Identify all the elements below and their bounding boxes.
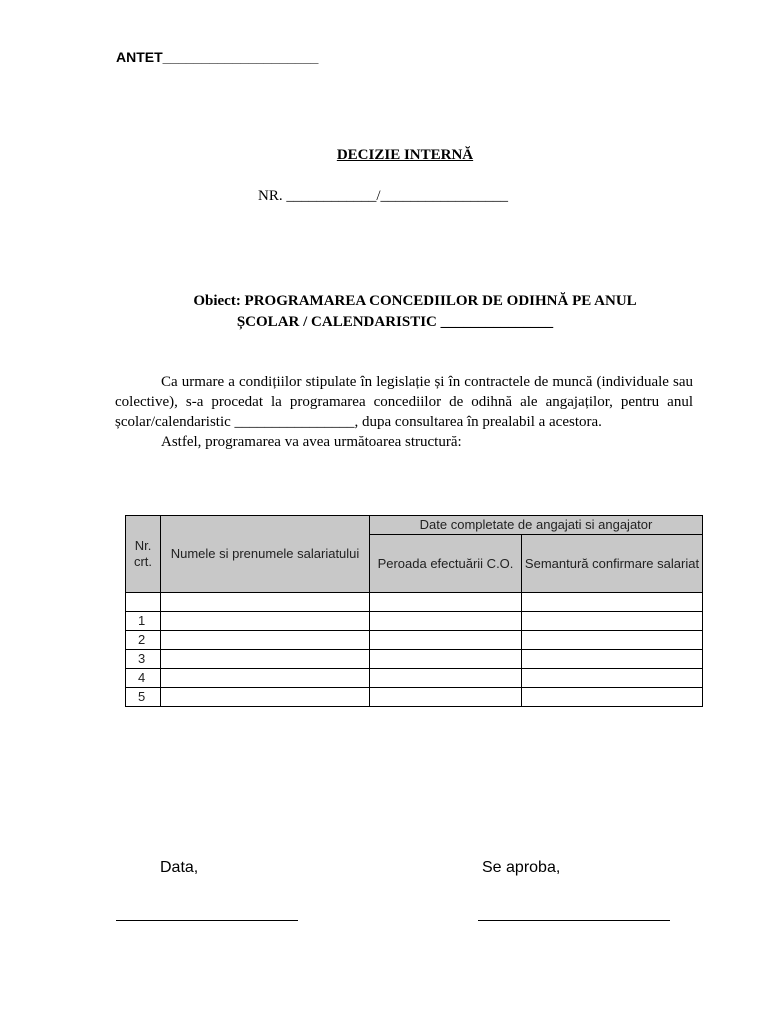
cell-name[interactable]: [161, 650, 370, 669]
date-signature-line: [116, 920, 298, 921]
number-field: NR. ____________/_________________: [258, 188, 509, 204]
cell-nr: 5: [126, 688, 161, 707]
body-paragraph-1: Ca urmare a condițiilor stipulate în legislație și în contractele de muncă (individuale sau colective), s-a procedat la programarea concediilor de odihnă ale angajaților, pentru anul școlar/calendaristic ________________, dupa consultarea în prealabil a acestora.: [115, 374, 693, 430]
approval-signature-line: [478, 920, 670, 921]
header-name: Numele si prenumele salariatului: [161, 516, 370, 593]
body-paragraph-2: Astfel, programarea va avea următoarea structură:: [161, 434, 462, 450]
cell-signature[interactable]: [522, 631, 703, 650]
cell-nr: 2: [126, 631, 161, 650]
date-label: Data,: [160, 859, 199, 876]
table-row: [126, 631, 703, 650]
cell-nr: 3: [126, 650, 161, 669]
subject-line-1: Obiect: PROGRAMAREA CONCEDIILOR DE ODIHNĂ PE ANUL: [193, 293, 637, 309]
table-row: [126, 688, 703, 707]
table-header-row: [126, 516, 703, 535]
cell-signature[interactable]: [522, 669, 703, 688]
table-row: [126, 612, 703, 631]
cell-period[interactable]: [370, 631, 522, 650]
cell-period[interactable]: [370, 650, 522, 669]
table-row: [126, 669, 703, 688]
header-period: Peroada efectuării C.O.: [370, 535, 522, 593]
cell-name[interactable]: [161, 688, 370, 707]
header-nr-crt: Nr. crt.: [126, 516, 161, 593]
cell-signature[interactable]: [522, 612, 703, 631]
cell-period[interactable]: [370, 593, 522, 612]
header-group: Date completate de angajati si angajator: [370, 516, 703, 535]
cell-signature[interactable]: [522, 650, 703, 669]
body-text: [115, 372, 693, 452]
cell-signature[interactable]: [522, 688, 703, 707]
cell-signature[interactable]: [522, 593, 703, 612]
cell-nr: [126, 593, 161, 612]
document-title: DECIZIE INTERNĂ: [336, 147, 474, 163]
cell-name[interactable]: [161, 612, 370, 631]
cell-name[interactable]: [161, 631, 370, 650]
cell-period[interactable]: [370, 612, 522, 631]
cell-period[interactable]: [370, 669, 522, 688]
table-row: [126, 650, 703, 669]
cell-name[interactable]: [161, 669, 370, 688]
cell-name[interactable]: [161, 593, 370, 612]
cell-period[interactable]: [370, 688, 522, 707]
cell-nr: 1: [126, 612, 161, 631]
subject-heading: [115, 291, 715, 333]
table-row: [126, 593, 703, 612]
schedule-table: [125, 515, 703, 707]
approval-label: Se aproba,: [482, 859, 561, 876]
subject-line-2: ȘCOLAR / CALENDARISTIC _______________: [236, 314, 554, 330]
letterhead-field: ANTET____________________: [116, 49, 319, 65]
cell-nr: 4: [126, 669, 161, 688]
header-signature: Semantură confirmare salariat: [522, 535, 703, 593]
